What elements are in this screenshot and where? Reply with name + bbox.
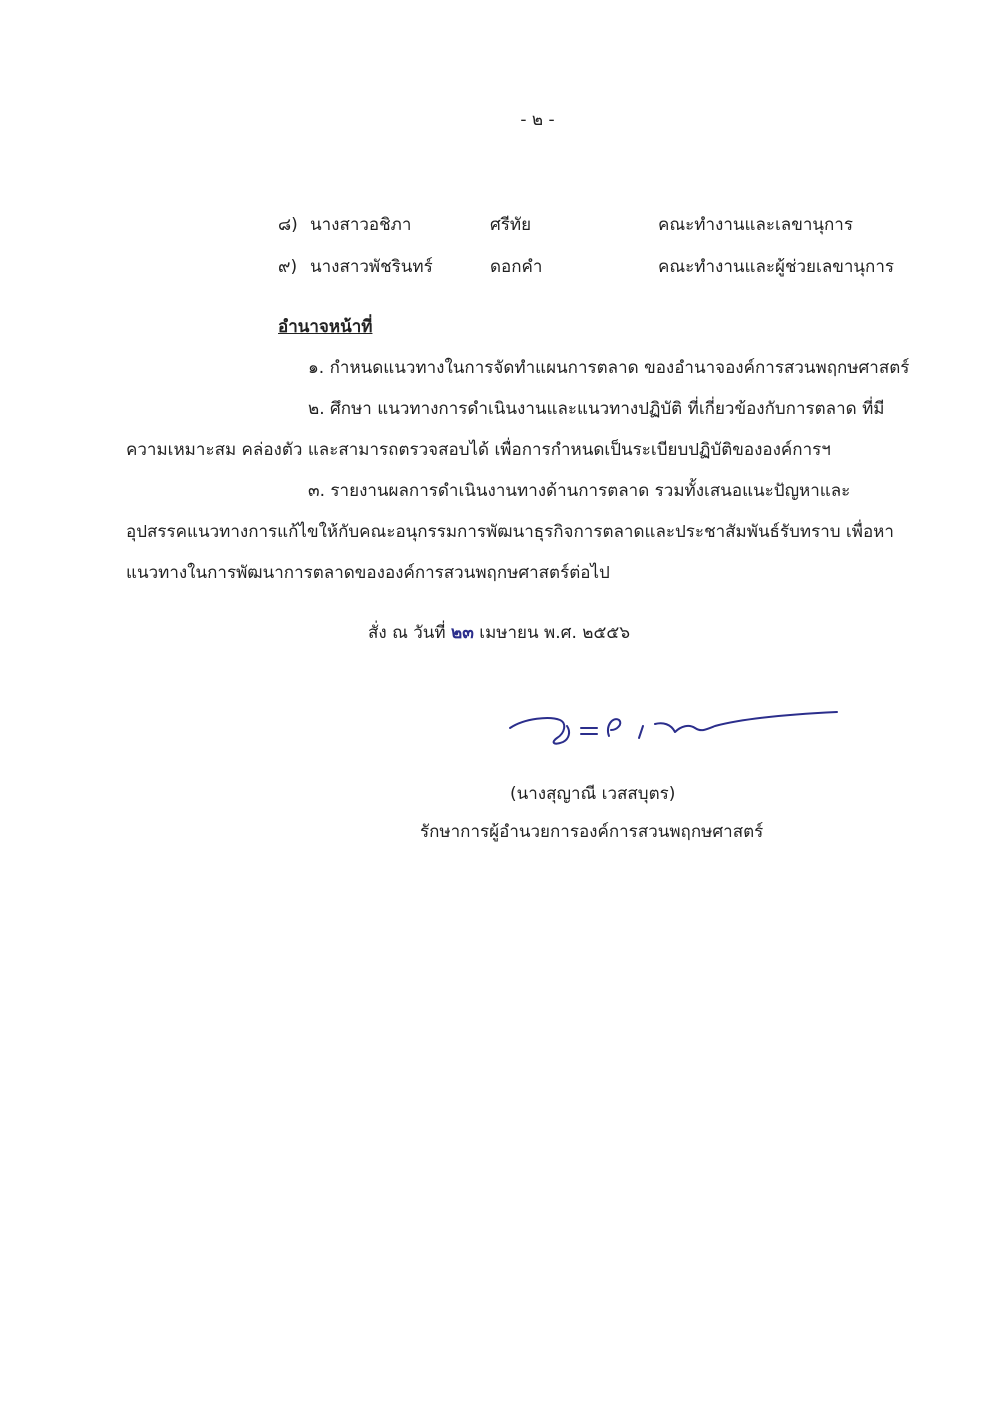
member-role: คณะทำงานและเลขานุการ (658, 215, 853, 235)
duties-heading: อำนาจหน้าที่ (278, 317, 373, 337)
member-index: ๘) (278, 215, 298, 235)
duty-line: อุปสรรคแนวทางการแก้ไขให้กับคณะอนุกรรมการพัฒนาธุรกิจการตลาดและประชาสัมพันธ์รับทราบ เพื่อหา (126, 522, 894, 542)
page-number: - ๒ - (520, 110, 555, 130)
date-month: เมษายน (479, 623, 539, 643)
signer-name: (นางสุญาณี เวสสบุตร) (510, 784, 676, 804)
signature-mark (505, 698, 845, 758)
date-prefix: สั่ง ณ วันที่ (368, 623, 446, 643)
member-last-name: ศรีทัย (490, 215, 532, 235)
order-date (368, 619, 630, 646)
date-day: ๒๓ (451, 623, 474, 643)
member-last-name: ดอกคำ (490, 257, 543, 277)
member-row (278, 211, 918, 241)
duty-line: แนวทางในการพัฒนาการตลาดขององค์การสวนพฤกษศาสตร์ต่อไป (126, 563, 610, 583)
duty-line: ๑. กำหนดแนวทางในการจัดทำแผนการตลาด ของอำนาจองค์การสวนพฤกษศาสตร์ (308, 358, 910, 378)
duty-line: ๓. รายงานผลการดำเนินงานทางด้านการตลาด รวมทั้งเสนอแนะปัญหาและ (308, 481, 851, 501)
member-first-name: นางสาวอชิภา (310, 215, 412, 235)
date-era: พ.ศ. (544, 623, 577, 643)
signer-title: รักษาการผู้อำนวยการองค์การสวนพฤกษศาสตร์ (420, 822, 764, 842)
member-index: ๙) (278, 257, 298, 277)
duty-line: ๒. ศึกษา แนวทางการดำเนินงานและแนวทางปฏิบัติ ที่เกี่ยวข้องกับการตลาด ที่มี (308, 399, 885, 419)
duty-line: ความเหมาะสม คล่องตัว และสามารถตรวจสอบได้ เพื่อการกำหนดเป็นระเบียบปฏิบัติขององค์การฯ (126, 440, 831, 460)
member-row (278, 253, 918, 283)
date-year: ๒๕๕๖ (582, 623, 630, 643)
member-first-name: นางสาวพัชรินทร์ (310, 257, 433, 277)
member-role: คณะทำงานและผู้ช่วยเลขานุการ (658, 257, 894, 277)
